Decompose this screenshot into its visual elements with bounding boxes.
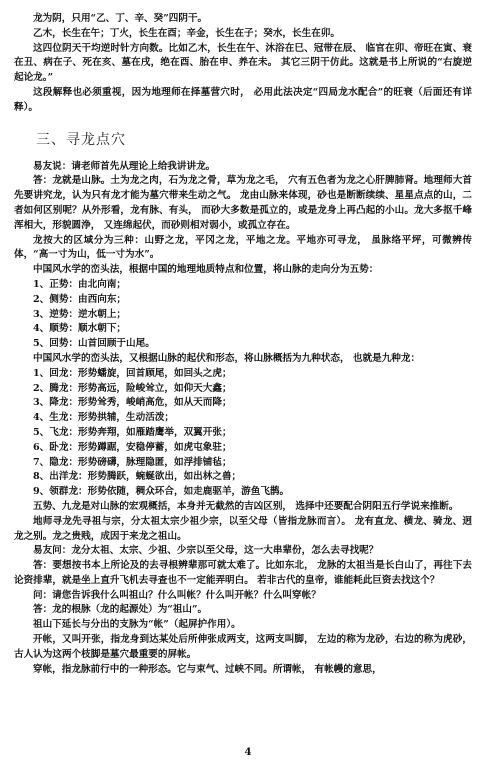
text-paragraph: 这段解释也必须重视，因为地理师在择墓营穴时， 必用此法决定“四局龙水配合”的旺衰（后面还有详释）。 [14,86,472,113]
list-item: 6、卧龙：形势蹲踞，安稳停蓄，如虎屯象驻； [33,441,232,453]
list-item: 2、侧势：由西向东； [33,293,127,305]
dialog-line: 答：龙的根脉（龙的起源处）为“祖山”。 [33,604,208,616]
list-item: 1、回龙：形势蟠旋，回首顾尾，如回头之虎； [33,367,232,379]
dialog-line: 答：龙就是山脉。土为龙之肉，石为龙之骨，草为龙之毛， 穴有五色者为龙之心肝脾肺肾。地理师大首先要讲究龙，认为只有龙才能为墓穴带来生动之气。 龙由山脉来体现，砂也是断断续续、星星点点的山，二者如何区别呢？从外形看，龙有脉、有头， 而砂大多数是孤立的，或是龙身上再凸起的小山。龙大多抠千峰浑相大，形貌圆浄， 又连绵起伏，而砂则相对弱小，或孤立存在。 [14,175,472,231]
list-item: 5、回势：山首回顾于山尾。 [33,338,155,350]
list-item: 3、降龙：形势耸秀，峻峭高危，如从天而降； [33,397,232,409]
dialog-line: 穿帐，指龙脉前行中的一种形态。它与束气、过峡不同。所谓帐， 有帐幔的意思， [33,663,382,675]
list-item: 7、隐龙：形势磅礴，脉理隐匿，如浮排铺毡； [33,456,232,468]
list-item: 3、逆势：逆水朝上； [33,308,127,320]
dialog-line: 问：请您告诉我什么叫祖山？什么叫帐？什么叫开帐？什么叫穿帐？ [33,589,321,601]
text-paragraph: 龙为阴，只用“乙、丁、辛、癸”四阴干。 [33,13,208,24]
list-item: 4、顺势：顺水朝下； [33,323,127,335]
dialog-line: 易友问：龙分太祖、太宗、少祖、少宗以至父母，这一大串辈份，怎么去寻找呢？ [33,545,379,557]
list-item: 1、正势：由北向南； [33,278,127,290]
list-item: 5、飞龙：形势奔翔，如雁踏鹰举，双翼开张； [33,426,232,438]
document-page [14,12,472,677]
dialog-line: 祖山下延长与分出的支脉为“帐”（起屏护作用）。 [33,619,241,631]
dialog-line: 开帐，又叫开张，指龙身到达某处后所伸张成两支，这两支叫脚， 左边的称为龙砂，右边的称为虎砂，古人认为这两个枝脚是墓穴最重要的屏帐。 [14,634,472,660]
dialog-line: 答：要想按书本上所论及的去寻根辨辈那可就太难了。比如东北， 龙脉的太祖当是长白山了，再往下去论资排辈，就是坐上直升飞机去寻查也不一定能弄明白。 若非古代的皇帝，谁能耗此巨资去找这个？ [14,560,472,586]
text-paragraph: 地师寻龙先寻祖与宗，分太祖太宗少祖少宗，以至父母（皆指龙脉而言）。 龙有直龙、横龙、骑龙、迥龙之别。龙之贵贱，成因于来龙之祖山。 [14,515,472,542]
list-item: 8、出洋龙：形势腾跃，蜿蜒欲出，如出林之兽； [33,471,242,483]
list-item: 9、领群龙：形势依随，稠众环合，如走鹿驱羊，游鱼飞鹊。 [33,486,290,498]
list-item: 4、生龙：形势拱辅，生动活泼； [33,412,174,424]
text-paragraph: 中国风水学的峦头法，又根据山脉的起伏和形态，将山脉概括为九种状态， 也就是九种龙： [33,352,421,364]
page-number: 4 [244,747,252,758]
text-paragraph: 这四位阴天干均逆时针方向数。比如乙木，长生在午、沐浴在巳、冠带在辰、 临官在卯、帝旺在寅、衰在丑、病在子、死在亥、墓在戌，绝在酉、胎在申、养在未。 其它三阴干仿此。这就是书上所说的“右旋逆起论龙。” [14,42,472,84]
text-paragraph: 乙木，长生在午；丁火，长生在酉；辛金，长生在子；癸水，长生在卯。 [33,27,340,39]
text-paragraph: 五势、九龙是对山脉的宏观概括，本身并无截然的吉凶区别， 选择中还要配合阴阳五行学说来推断。 [33,500,459,512]
text-paragraph: 龙按大的区域分为三种：山野之龙，平冈之龙，平地之龙。平地亦可寻龙， 虽脉络平坪，可微辨传体，“高一寸为山，低一寸为水”。 [14,234,472,261]
list-item: 2、腾龙：形势高远，险峻耸立，如仰天大鑫； [33,382,232,394]
text-paragraph: 中国风水学的峦头法，根据中国的地理地质特点和位置，将山脉的走向分为五势： [33,264,379,276]
section-heading: 三、寻龙点穴 [36,131,126,148]
dialog-line: 易友说：请老师首先从理论上给我讲讲龙。 [33,160,216,172]
